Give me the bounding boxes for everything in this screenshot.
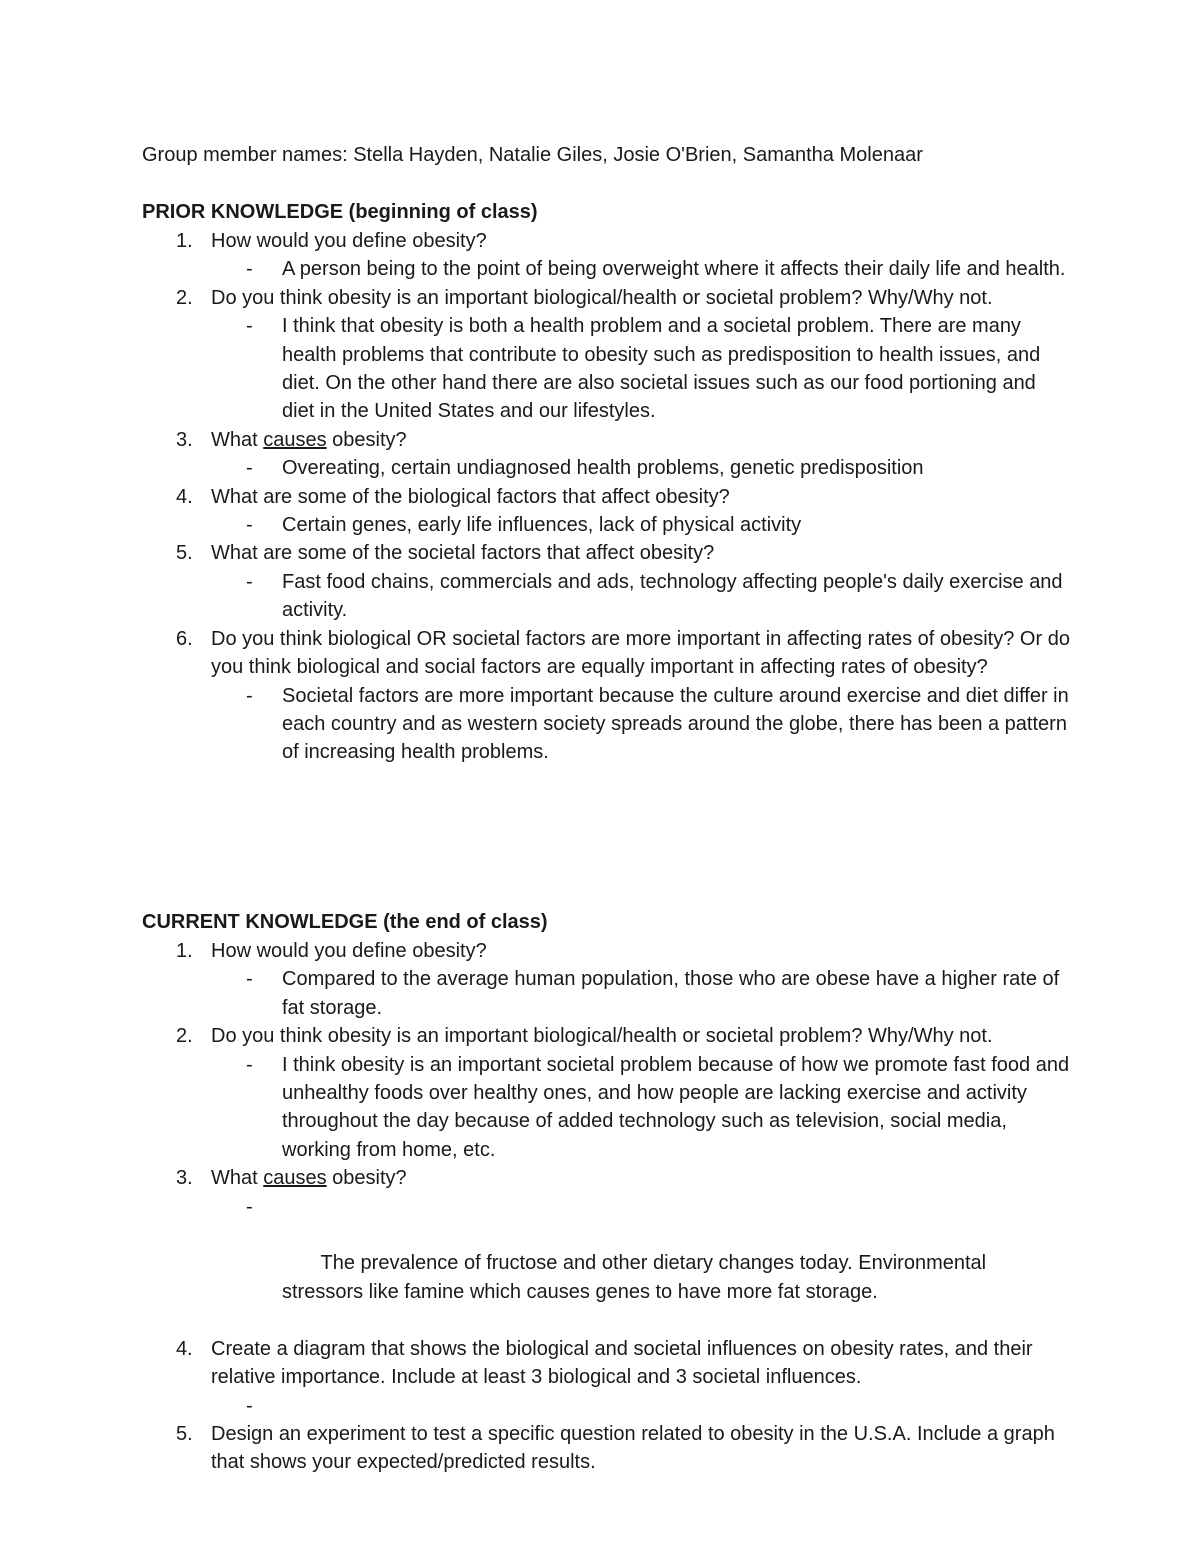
question-text: Design an experiment to test a specific question related to obesity in the U.S.A. Include a graph that shows your expected/predicted results. [211, 1422, 1055, 1474]
prior-question-4 [142, 483, 1072, 511]
current-answer-2 [142, 1051, 1072, 1165]
question-text: How would you define obesity? [211, 230, 487, 252]
bullet-dash: - [246, 514, 253, 537]
current-question-2 [142, 1022, 1072, 1050]
bullet-dash: - [246, 1053, 253, 1076]
question-number: 3. [176, 428, 193, 451]
current-answer-1 [142, 965, 1072, 1022]
question-text-post: obesity? [326, 1167, 407, 1190]
answer-text: I think obesity is an important societal problem because of how we promote fast food and unhealthy foods over healthy ones, and how people are lacking exercise and activity throughout the day because of added technology such as television, social media, working from home, etc. [282, 1053, 1070, 1161]
question-text: Do you think obesity is an important biological/health or societal problem? Why/Why not. [211, 1025, 993, 1048]
prior-answer-3 [142, 454, 1072, 482]
prior-knowledge-section [142, 198, 1072, 767]
question-text: How would you define obesity? [211, 940, 487, 962]
prior-question-2 [142, 284, 1072, 312]
bullet-dash: - [246, 315, 253, 338]
current-answer-4 [142, 1392, 1072, 1420]
question-number: 4. [176, 1337, 193, 1360]
bullet-dash: - [246, 968, 253, 991]
current-knowledge-heading: CURRENT KNOWLEDGE (the end of class) [142, 911, 548, 933]
bullet-dash: - [246, 1394, 253, 1417]
prior-answer-2 [142, 312, 1072, 426]
bullet-dash: - [246, 570, 253, 593]
prior-answer-6 [142, 682, 1072, 767]
question-number: 4. [176, 485, 193, 508]
answer-text: Certain genes, early life influences, lack of physical activity [282, 514, 802, 537]
answer-text: The prevalence of fructose and other dietary changes today. Environmental stressors like famine which causes genes to have more fat storage. [282, 1252, 992, 1303]
answer-text: Compared to the average human population, those who are obese have a higher rate of fat storage. [282, 968, 1060, 1019]
prior-answer-5 [142, 568, 1072, 625]
current-knowledge-section [142, 908, 1072, 1477]
question-text-underlined: causes [263, 1167, 327, 1190]
question-text: What are some of the societal factors that affect obesity? [211, 542, 715, 565]
question-text: What are some of the biological factors that affect obesity? [211, 485, 730, 508]
answer-text: A person being to the point of being overweight where it affects their daily life and health. [282, 258, 1066, 281]
question-text-underlined: causes [263, 428, 327, 451]
current-question-3 [142, 1164, 1072, 1192]
prior-answer-1 [142, 255, 1072, 283]
question-text-pre: What [211, 428, 264, 451]
question-text: Do you think biological OR societal factors are more important in affecting rates of obesity? Or do you think biological and social factors are equally important in affecting rates of obesity? [211, 627, 1070, 679]
current-question-1 [142, 937, 1072, 965]
answer-text: Overeating, certain undiagnosed health problems, genetic predisposition [282, 457, 924, 480]
current-question-5 [142, 1420, 1072, 1477]
prior-knowledge-heading: PRIOR KNOWLEDGE (beginning of class) [142, 201, 538, 223]
answer-text: Fast food chains, commercials and ads, technology affecting people's daily exercise and activity. [282, 570, 1063, 622]
bullet-dash: - [246, 1195, 253, 1218]
question-text: Create a diagram that shows the biological and societal influences on obesity rates, and their relative importance. Include at least 3 biological and 3 societal influences. [211, 1337, 1033, 1389]
prior-question-6 [142, 625, 1072, 682]
prior-question-1 [142, 227, 1072, 255]
prior-answer-4 [142, 511, 1072, 539]
question-text: Do you think obesity is an important biological/health or societal problem? Why/Why not. [211, 286, 993, 309]
current-answer-3 [142, 1193, 1072, 1335]
question-number: 1. [176, 940, 193, 962]
bullet-dash: - [246, 684, 253, 707]
bullet-dash: - [246, 258, 253, 281]
question-number: 2. [176, 1025, 193, 1048]
question-number: 3. [176, 1167, 193, 1190]
answer-text: I think that obesity is both a health problem and a societal problem. There are many health problems that contribute to obesity such as predisposition to health issues, and diet. On the other hand there are also societal issues such as our food portioning and diet in the United States and our lifestyles. [282, 315, 1041, 423]
question-number: 2. [176, 286, 193, 309]
current-question-4 [142, 1335, 1072, 1392]
answer-text: Societal factors are more important because the culture around exercise and diet differ in each country and as western society spreads around the globe, there has been a pattern of increasing health problems. [282, 684, 1069, 764]
question-number: 5. [176, 542, 193, 565]
prior-question-3 [142, 426, 1072, 454]
prior-question-5 [142, 539, 1072, 567]
group-member-names: Group member names: Stella Hayden, Natalie Giles, Josie O'Brien, Samantha Molenaar [142, 144, 923, 166]
bullet-dash: - [246, 457, 253, 480]
question-text-pre: What [211, 1167, 264, 1190]
question-number: 1. [176, 230, 193, 252]
question-text-post: obesity? [326, 428, 407, 451]
question-number: 5. [176, 1422, 193, 1445]
question-number: 6. [176, 627, 193, 650]
